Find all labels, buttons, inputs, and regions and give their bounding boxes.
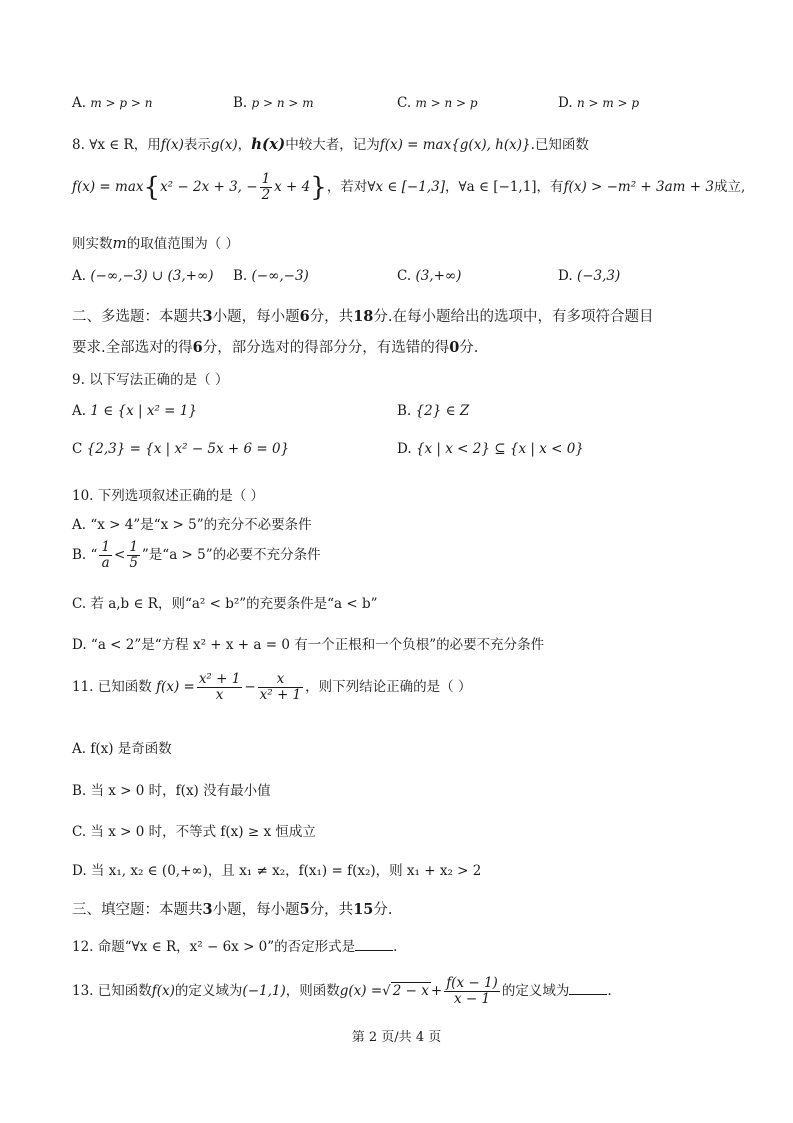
section3-heading: 三、填空题：本题共3小题，每小题5分，共15分. bbox=[72, 901, 393, 918]
q11-option-c: C. 当 x > 0 时，不等式 f(x) ≥ x 恒成立 bbox=[72, 824, 316, 840]
q10-option-a: A. “x > 4”是“x > 5”的充分不必要条件 bbox=[72, 517, 312, 533]
q8-stem-line1: 8. ∀x ∈ R，用f(x)表示g(x)，h(x)中较大者，记为f(x) = max{g(x), h(x)}.已知函数 bbox=[72, 135, 589, 153]
q10-fraction-1-over-5: $\frac{1}{5}$ bbox=[129, 539, 138, 571]
section2-heading-line1: 二、多选题：本题共3小题，每小题6分，共18分.在每小题给出的选项中，有多项符合题目 bbox=[72, 308, 654, 325]
q8-option-b: B. (−∞,−3) bbox=[233, 268, 309, 284]
q13-answer-blank bbox=[569, 982, 607, 995]
q9-option-a: A. 1 ∈ {x | x² = 1} bbox=[72, 403, 197, 419]
q8-stem-line2: f(x) = max{x² − 2x + 3, − $\frac{1}{2}$ x + 4}，若对∀x ∈ [−1,3]，∀a ∈ [−1,1]，有f(x) > −m² + 3am + 3成立, bbox=[72, 171, 746, 203]
q10-option-d: D. “a < 2”是“方程 x² + x + a = 0 有一个正根和一个负根”的必要不充分条件 bbox=[72, 637, 545, 653]
q13-fraction: $\frac{f(x - 1)}{x - 1}$ bbox=[446, 975, 498, 1007]
q13-stem: 13. 已知函数f(x)的定义域为(−1,1)，则函数g(x) =√ 2 − x + $\frac{f(x - 1)}{x - 1}$ 的定义域为 . bbox=[72, 975, 612, 1007]
q9-stem: 9. 以下写法正确的是（ ） bbox=[72, 372, 229, 388]
q9-option-c: C {2,3} = {x | x² − 5x + 6 = 0} bbox=[72, 441, 290, 457]
q7-option-c: C. m > n > p bbox=[397, 95, 478, 111]
q10-option-b: B. “ $\frac{1}{a}$ < $\frac{1}{5}$ ”是“a > 5”的必要不充分条件 bbox=[72, 539, 321, 571]
q11-option-d: D. 当 x₁, x₂ ∈ (0,+∞)，且 x₁ ≠ x₂，f(x₁) = f(x₂)，则 x₁ + x₂ > 2 bbox=[72, 863, 482, 879]
q10-fraction-1-over-a: $\frac{1}{a}$ bbox=[101, 539, 110, 571]
q7-option-d: D. n > m > p bbox=[558, 95, 640, 111]
q11-fraction-1: $\frac{\text{x² + 1}}{x}$ bbox=[198, 671, 241, 703]
q13-sqrt-radicand: 2 − x bbox=[392, 983, 429, 999]
q11-stem: 11. 已知函数 f(x) = $\frac{\text{x² + 1}}{x}$ − $\frac{x}{\text{x² + 1}}$ ，则下列结论正确的是（ ） bbox=[72, 671, 472, 703]
q11-option-b: B. 当 x > 0 时，f(x) 没有最小值 bbox=[72, 783, 271, 799]
q7-option-a: A. m > p > n bbox=[72, 95, 153, 111]
q9-option-d: D. {x | x < 2} ⊆ {x | x < 0} bbox=[397, 441, 584, 457]
section2-heading-line2: 要求.全部选对的得6分，部分选对的得部分分，有选错的得0分. bbox=[72, 339, 479, 356]
q12-answer-blank bbox=[355, 938, 393, 951]
q10-option-c: C. 若 a,b ∈ R，则“a² < b²”的充要条件是“a < b” bbox=[72, 596, 378, 612]
q12-stem: 12. 命题“∀x ∈ R，x² − 6x > 0”的否定形式是 . bbox=[72, 939, 398, 955]
q8-option-c: C. (3,+∞) bbox=[397, 268, 462, 284]
q11-fraction-2: $\frac{x}{\text{x² + 1}}$ bbox=[259, 671, 302, 703]
q7-option-b: B. p > n > m bbox=[233, 95, 314, 111]
q8-stem-line3: 则实数m的取值范围为（ ） bbox=[72, 234, 240, 252]
q9-option-b: B. {2} ∈ Z bbox=[397, 403, 470, 419]
q8-half-fraction: $\frac{1}{2}$ bbox=[261, 171, 271, 203]
q8-option-a: A. (−∞,−3) ∪ (3,+∞) bbox=[72, 268, 214, 284]
page-footer: 第 2 页/共 4 页 bbox=[351, 1030, 442, 1045]
q11-option-a: A. f(x) 是奇函数 bbox=[72, 741, 172, 757]
q8-option-d: D. (−3,3) bbox=[558, 268, 621, 284]
q10-stem: 10. 下列选项叙述正确的是（ ） bbox=[72, 488, 265, 504]
